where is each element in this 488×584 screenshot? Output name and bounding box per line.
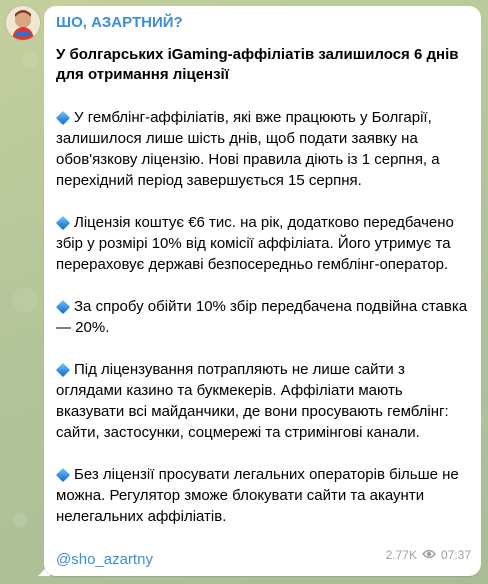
message-time: 07:37: [440, 548, 471, 562]
message-meta: [386, 548, 471, 562]
channel-link[interactable]: @sho_azartny: [56, 551, 153, 568]
small-blue-diamond-icon: [56, 110, 70, 124]
paragraph-text: За спробу обійти 10% збір передбачена подвійна ставка — 20%.: [56, 298, 468, 336]
paragraph-text: У гемблінг-аффіліатів, які вже працюють у Болгарії, залишилося лише шість днів, щоб подати заявку на обов'язкову ліцензію. Нові правила діють із 1 серпня, а перехідний період завершується 15 серпня.: [56, 109, 440, 189]
view-count: 2.77K: [385, 548, 417, 562]
eye-icon: [422, 548, 436, 562]
small-blue-diamond-icon: [56, 362, 70, 376]
post-paragraph-4: [56, 359, 469, 443]
small-blue-diamond-icon: [56, 299, 70, 313]
channel-name[interactable]: ШО, АЗАРТНИЙ?: [56, 14, 183, 31]
paragraph-text: Ліцензія коштує €6 тис. на рік, додатково передбачено збір у розмірі 10% від комісії аффіліата. Його утримує та перераховує державі безпосередньо гемблінг-оператор.: [56, 214, 454, 273]
channel-avatar[interactable]: [6, 6, 40, 40]
post-paragraph-5: [56, 464, 469, 527]
post-paragraph-2: [56, 212, 469, 275]
post-paragraph-1: [56, 107, 469, 191]
message-bubble: [44, 6, 481, 576]
small-blue-diamond-icon: [56, 215, 70, 229]
paragraph-text: Без ліцензії просувати легальних операторів більше не можна. Регулятор зможе блокувати сайти та акаунти нелегальних аффіліатів.: [56, 466, 459, 525]
paragraph-text: Під ліцензування потрапляють не лише сайти з оглядами казино та букмекерів. Аффіліати мають вказувати всі майданчики, де вони просувають гемблінг: сайти, застосунки, соцмережі та стримінгові канали.: [56, 361, 449, 441]
avatar-image: [6, 6, 40, 40]
post-headline: У болгарських iGaming-аффіліатів залишилося 6 днів для отримання ліцензії: [56, 46, 459, 83]
small-blue-diamond-icon: [56, 467, 70, 481]
post-paragraph-3: [56, 296, 469, 338]
